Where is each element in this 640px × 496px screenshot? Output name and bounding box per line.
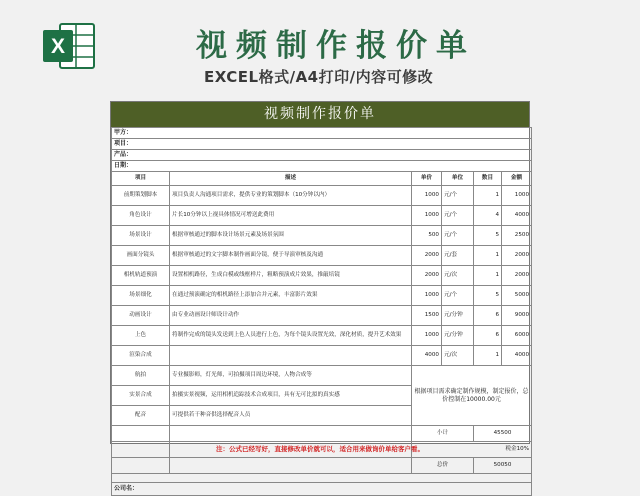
cell-qty[interactable]: 5 [474, 286, 502, 306]
cell-desc: 由专业动画设计师设计动作 [170, 306, 412, 326]
cell-unit: 元/套 [442, 246, 474, 266]
items-body [112, 186, 532, 426]
cell-qty[interactable]: 6 [474, 326, 502, 346]
cell-desc: 设置相机路径，生成白模或线框样片，粗略预演成片效果，推敲培镜 [170, 266, 412, 286]
cell-qty[interactable]: 1 [474, 186, 502, 206]
cell-price[interactable]: 1000 [412, 286, 442, 306]
cell-desc: 拍摄实景视频，运用相机追踪技术合成项目，具有无可比拟的真实感 [170, 386, 412, 406]
column-header: 数目 [474, 172, 502, 186]
cell-amount: 5000 [502, 286, 532, 306]
cell-qty[interactable]: 1 [474, 346, 502, 366]
cell-amount: 2000 [502, 266, 532, 286]
cell-desc [170, 346, 412, 366]
cell-qty[interactable]: 4 [474, 206, 502, 226]
cell-amount: 9000 [502, 306, 532, 326]
cell-desc: 可提供若干种音供选择配音人员 [170, 406, 412, 426]
table-row [112, 286, 532, 306]
cell-qty[interactable]: 6 [474, 306, 502, 326]
cell-name: 角色设计 [112, 206, 170, 226]
table-row [112, 246, 532, 266]
cell-qty[interactable]: 1 [474, 266, 502, 286]
product-field[interactable]: 产品： [112, 150, 532, 161]
table-row [112, 326, 532, 346]
date-field[interactable]: 日期： [112, 161, 532, 172]
quote-table [111, 127, 532, 496]
footer-note: 注：公式已经写好，直接修改单价就可以，适合用来做询价单给客户看。 [216, 445, 424, 453]
subtotal-row [112, 426, 532, 442]
cell-desc: 专业摄影师，灯光师，可拍摄项目周边环境，人物合成等 [170, 366, 412, 386]
cell-unit: 元/分钟 [442, 306, 474, 326]
tax-label: 税金10% [412, 442, 532, 458]
cell-amount: 2000 [502, 246, 532, 266]
cell-unit: 元/个 [442, 286, 474, 306]
cell-name: 航拍 [112, 366, 170, 386]
table-row [112, 346, 532, 366]
cell-qty[interactable]: 1 [474, 246, 502, 266]
svg-text:X: X [50, 35, 66, 58]
cell-name: 场景设计 [112, 226, 170, 246]
cell-name: 动画设计 [112, 306, 170, 326]
cell-price[interactable]: 2000 [412, 246, 442, 266]
cell-price[interactable]: 4000 [412, 346, 442, 366]
cell-price[interactable]: 1000 [412, 206, 442, 226]
subtotal-label: 小计 [412, 426, 474, 442]
cell-name: 上色 [112, 326, 170, 346]
cell-qty[interactable]: 5 [474, 226, 502, 246]
cell-desc: 在通过预演确定的相机路径上添加合并元素，丰富影片效果 [170, 286, 412, 306]
cell-name: 场景细化 [112, 286, 170, 306]
cell-unit: 元/个 [442, 226, 474, 246]
cell-unit: 元/个 [442, 206, 474, 226]
column-header: 描述 [170, 172, 412, 186]
cell-price[interactable]: 500 [412, 226, 442, 246]
table-row [112, 266, 532, 286]
cell-unit: 元/次 [442, 266, 474, 286]
cell-price[interactable]: 2000 [412, 266, 442, 286]
table-row [112, 206, 532, 226]
cell-desc: 项目负责人沟通项目需求，提供专业的策划脚本（10分钟以内） [170, 186, 412, 206]
column-header: 单位 [442, 172, 474, 186]
table-row [112, 306, 532, 326]
cell-price[interactable]: 1000 [412, 186, 442, 206]
cell-name: 渲染合成 [112, 346, 170, 366]
cell-price[interactable]: 1000 [412, 326, 442, 346]
table-row [112, 366, 532, 386]
table-header-row [112, 172, 532, 186]
cell-amount: 1000 [502, 186, 532, 206]
column-header: 项目 [112, 172, 170, 186]
cell-unit: 元/个 [442, 186, 474, 206]
project-field[interactable]: 项目： [112, 139, 532, 150]
cell-unit: 元/次 [442, 346, 474, 366]
cell-desc: 根据审核通过的脚本设计场景元素及场景氛围 [170, 226, 412, 246]
cell-name: 实景合成 [112, 386, 170, 406]
cell-price[interactable]: 1500 [412, 306, 442, 326]
column-header: 单价 [412, 172, 442, 186]
cell-amount: 6000 [502, 326, 532, 346]
cell-name: 相机轨道预演 [112, 266, 170, 286]
cell-name: 配音 [112, 406, 170, 426]
cell-amount: 4000 [502, 206, 532, 226]
total-label: 总价 [412, 458, 474, 474]
column-header: 金额 [502, 172, 532, 186]
sheet-title: 视频制作报价单 [111, 102, 529, 127]
cell-name: 前期策划脚本 [112, 186, 170, 206]
pricing-note: 根据项目需求确定制作规模，制定报价，总价控制在10000.00元 [412, 366, 532, 426]
page-subtitle: EXCEL格式/A4打印/内容可修改 [204, 68, 434, 86]
cell-name: 画面分镜头 [112, 246, 170, 266]
table-row [112, 226, 532, 246]
cell-amount: 4000 [502, 346, 532, 366]
cell-desc: 片长10分钟以上视具体情况可增送此费用 [170, 206, 412, 226]
cell-unit: 元/分钟 [442, 326, 474, 346]
cell-amount: 2500 [502, 226, 532, 246]
excel-logo-icon [40, 18, 98, 74]
cell-desc: 将制作完成的镜头发送到上色人员进行上色，为每个镜头设置光效，深化材质，提升艺术效果 [170, 326, 412, 346]
company-field[interactable]: 公司名： [112, 483, 532, 496]
cell-desc: 根据审核通过的文字脚本制作画面分镜，便于导演审核及沟通 [170, 246, 412, 266]
subtotal-value[interactable]: 45500 [474, 426, 532, 442]
table-row [112, 186, 532, 206]
total-row [112, 458, 532, 474]
page-title: 视频制作报价单 [196, 28, 476, 64]
total-value[interactable]: 50050 [474, 458, 532, 474]
party-a-field[interactable]: 甲方： [112, 128, 532, 139]
